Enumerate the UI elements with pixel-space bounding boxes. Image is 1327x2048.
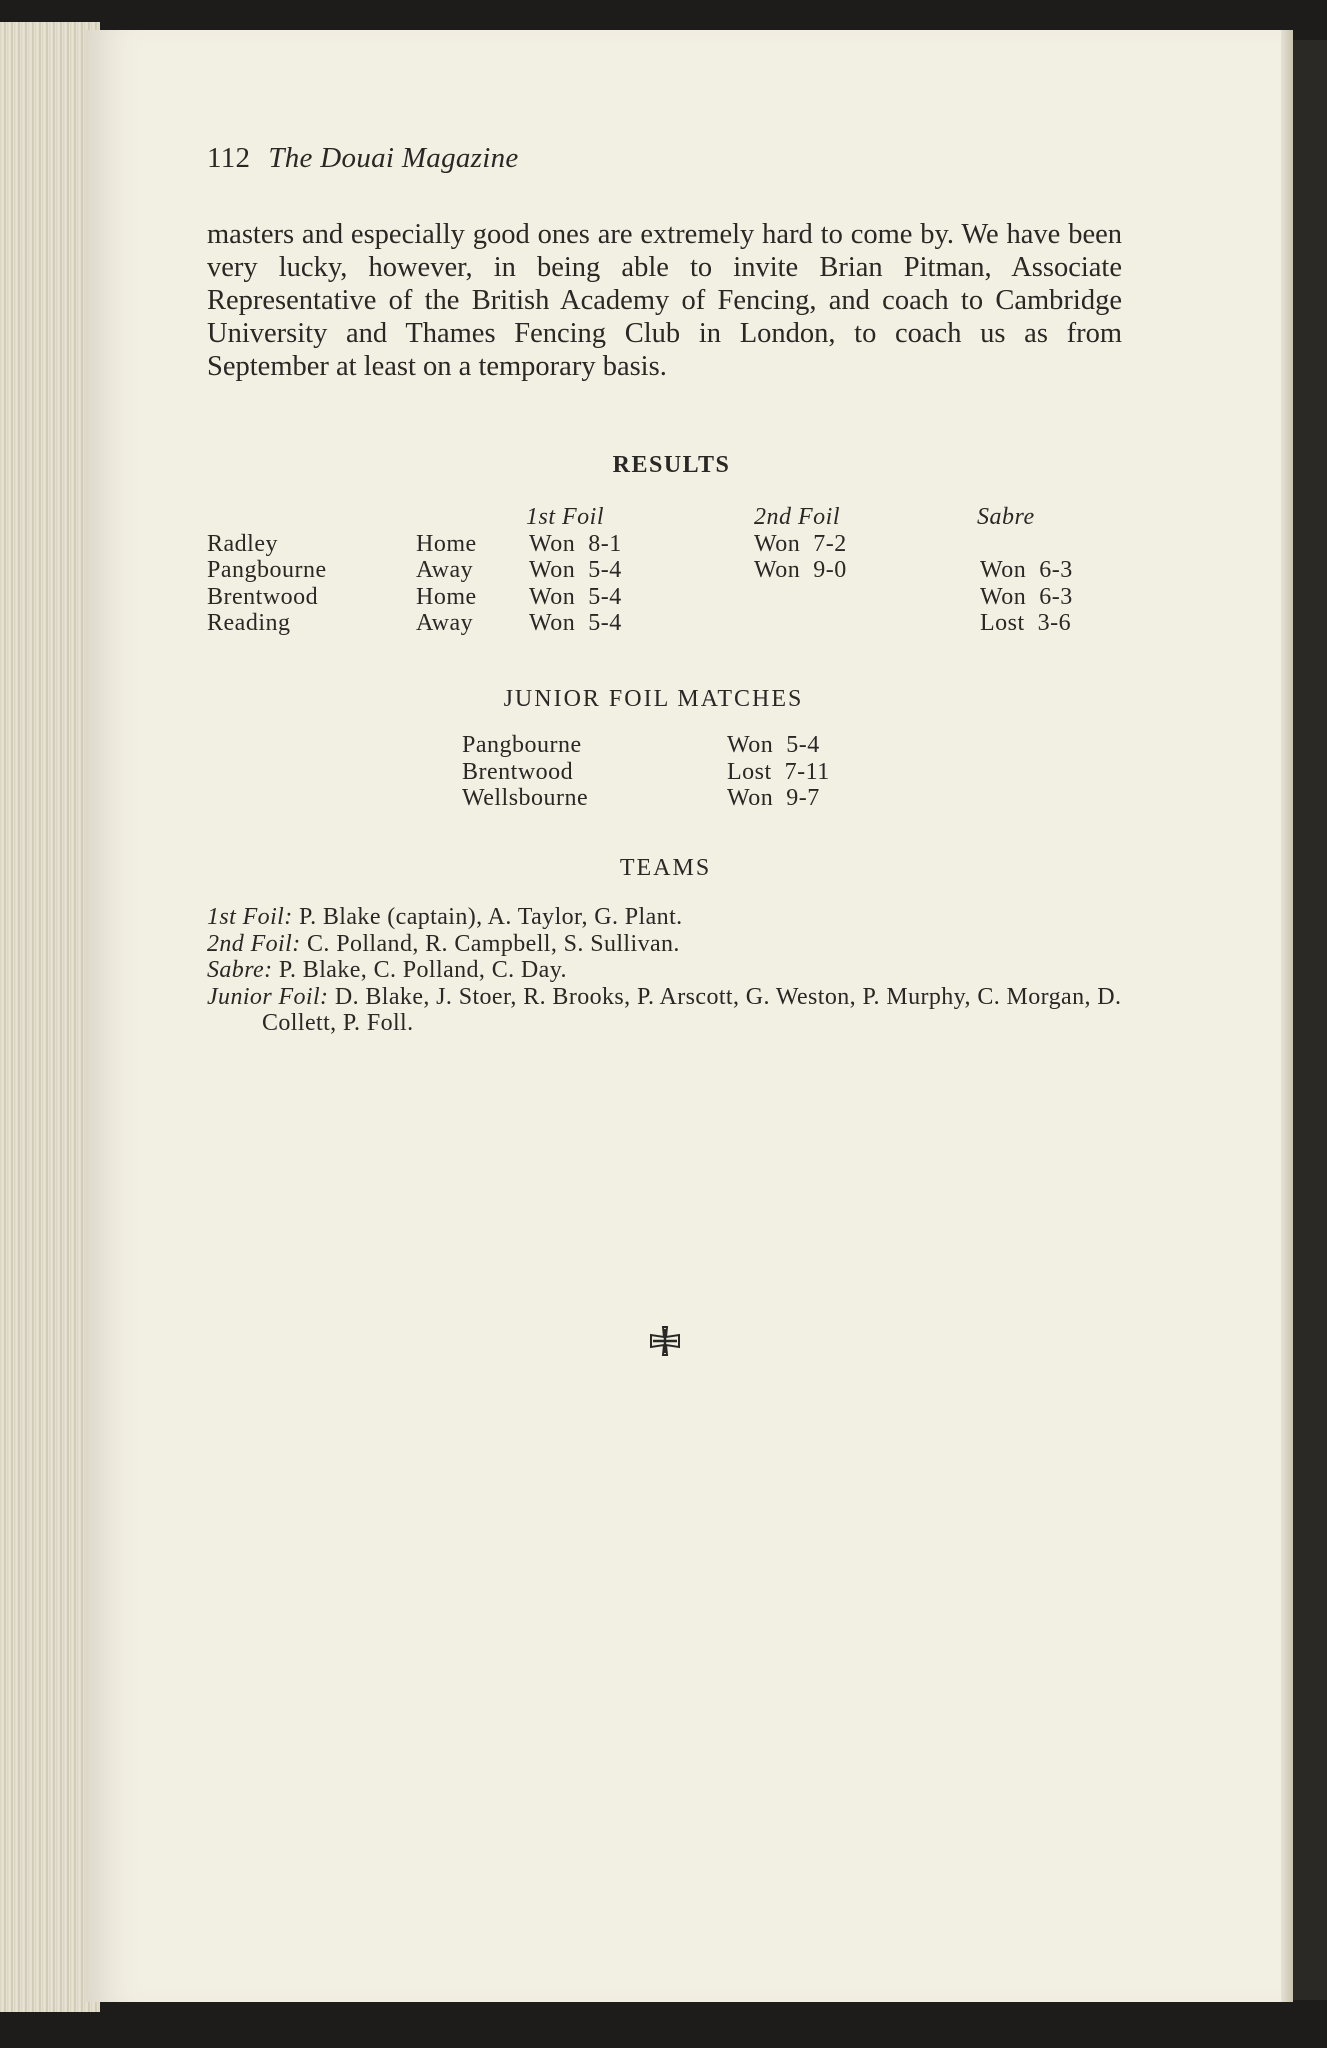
team-label: Junior Foil: bbox=[207, 983, 329, 1010]
page-fold-shadow bbox=[1281, 30, 1293, 2002]
first-foil-result: Won 5-4 bbox=[529, 557, 622, 583]
sabre-result: Won 6-3 bbox=[980, 583, 1073, 610]
column-first-foil: 1st Foil bbox=[526, 504, 605, 530]
book-cover-edge bbox=[1293, 40, 1327, 2000]
venue: Away bbox=[416, 610, 474, 636]
school-name: Brentwood bbox=[462, 758, 574, 785]
results-heading: RESULTS bbox=[612, 452, 731, 478]
team-label: 2nd Foil: bbox=[207, 930, 301, 957]
list-item bbox=[207, 931, 1132, 958]
school-name: Pangbourne bbox=[462, 732, 582, 758]
junior-result: Won 5-4 bbox=[727, 732, 820, 758]
page-number: 112 bbox=[207, 142, 251, 174]
second-foil-result: Won 9-0 bbox=[754, 557, 847, 583]
body-paragraph: masters and especially good ones are extremely hard to come by. We have been very lucky, however, in being able to invite Brian Pitman, Associate Representative of the British Academy of Fencing, and coach to Cambridge University and Thames Fencing Club in London, to coach us as from September at least on a temporary basis. bbox=[207, 219, 1122, 382]
first-foil-result: Won 8-1 bbox=[529, 530, 622, 557]
venue: Home bbox=[416, 583, 477, 610]
first-foil-result: Won 5-4 bbox=[529, 610, 622, 636]
cross-pattee-icon bbox=[650, 1326, 680, 1356]
school-name: Radley bbox=[207, 530, 278, 557]
first-foil-result: Won 5-4 bbox=[529, 583, 622, 610]
running-header bbox=[207, 142, 519, 175]
school-name: Pangbourne bbox=[207, 557, 327, 583]
team-members: D. Blake, J. Stoer, R. Brooks, P. Arscott, G. Weston, P. Murphy, C. Morgan, D. Collett, P. Foll. bbox=[262, 983, 1122, 1036]
junior-result: Won 9-7 bbox=[727, 785, 820, 811]
sabre-result: Lost 3-6 bbox=[980, 610, 1072, 636]
team-members: C. Polland, R. Campbell, S. Sullivan. bbox=[307, 930, 680, 957]
team-label: 1st Foil: bbox=[207, 904, 293, 930]
book-page-edges bbox=[0, 22, 100, 2012]
teams-list bbox=[207, 904, 1132, 1037]
school-name: Wellsbourne bbox=[462, 785, 589, 811]
junior-heading: JUNIOR FOIL MATCHES bbox=[503, 686, 804, 712]
column-sabre: Sabre bbox=[977, 504, 1035, 530]
list-item bbox=[207, 984, 1132, 1037]
sabre-result: Won 6-3 bbox=[980, 557, 1073, 583]
junior-result: Lost 7-11 bbox=[727, 758, 830, 785]
school-name: Reading bbox=[207, 610, 291, 636]
venue: Home bbox=[416, 530, 477, 557]
second-foil-result: Won 7-2 bbox=[754, 530, 847, 557]
column-second-foil: 2nd Foil bbox=[754, 504, 840, 530]
team-label: Sabre: bbox=[207, 957, 273, 983]
school-name: Brentwood bbox=[207, 583, 319, 610]
list-item bbox=[207, 957, 1132, 984]
teams-heading: TEAMS bbox=[619, 855, 712, 881]
magazine-title: The Douai Magazine bbox=[268, 142, 519, 174]
team-members: P. Blake, C. Polland, C. Day. bbox=[278, 957, 567, 983]
list-item bbox=[207, 904, 1132, 931]
venue: Away bbox=[416, 557, 474, 583]
team-members: P. Blake (captain), A. Taylor, G. Plant. bbox=[299, 904, 683, 930]
